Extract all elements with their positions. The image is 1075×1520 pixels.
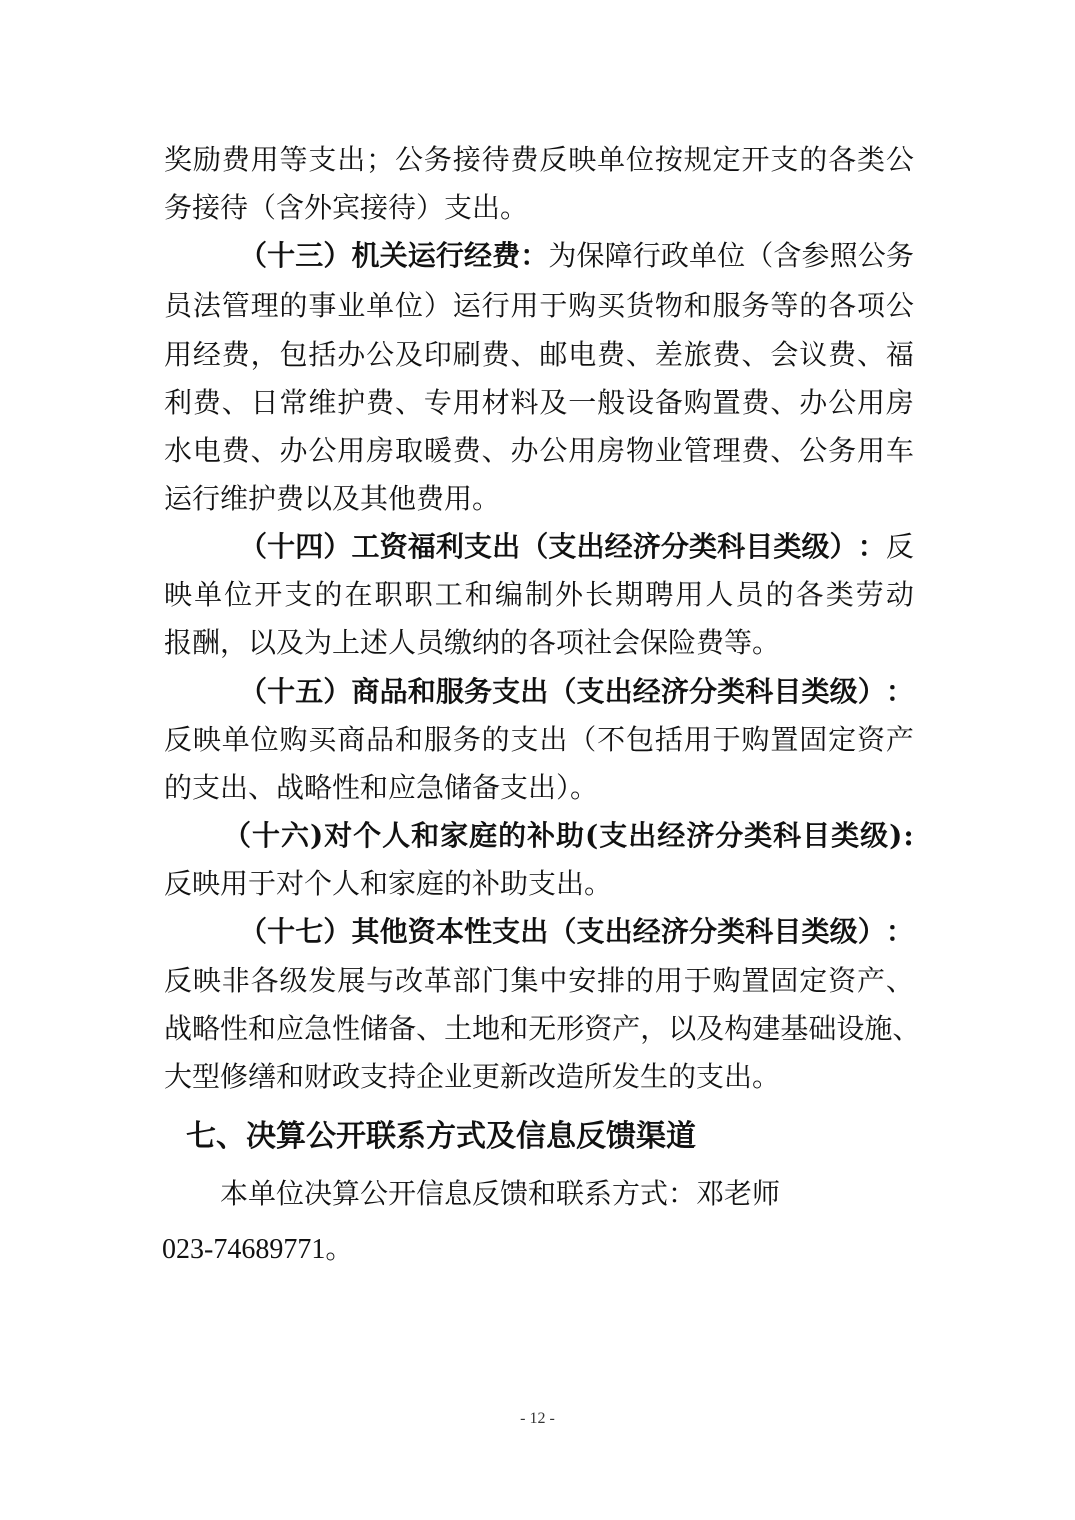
body-line: 务接待（含外宾接待）支出。 [164,191,529,224]
body-line: 用 经 费 ， 包 括 办 公 及 印 刷 费 、 邮 电 费 、 差 旅 费 、 会 议 费 、 福 [164,338,914,371]
paragraph-14-first-line: （ 十 四 ） 工 资 福 利 支 出 （ 支 出 经 济 分 类 科 目 类 级 ） ： 反 [239,530,914,563]
paragraph-17-heading: （ 十 七 ） 其 他 资 本 性 支 出 （ 支 出 经 济 分 类 科 目 类 级 ） ： [239,915,914,948]
body-line: 大型修缮和财政支持企业更新改造所发生的支出。 [164,1060,781,1093]
body-line: 映 单 位 开 支 的 在 职 职 工 和 编 制 外 长 期 聘 用 人 员 的 各 类 劳 动 [164,578,914,611]
body-line: 运行维护费以及其他费用。 [164,482,501,515]
body-line: 水 电 费 、 办 公 用 房 取 暖 费 、 办 公 用 房 物 业 管 理 费 、 公 务 用 车 [164,434,914,467]
paragraph-13-first-line: （ 十 三 ） 机 关 运 行 经 费 ： 为 保 障 行 政 单 位 （ 含 参 照 公 务 [239,239,914,272]
body-line: 员 法 管 理 的 事 业 单 位 ） 运 行 用 于 购 买 货 物 和 服 务 等 的 各 项 公 [164,289,914,322]
body-line: 战 略 性 和 应 急 性 储 备 、 土 地 和 无 形 资 产 ， 以 及 构 建 基 础 设 施 、 [164,1012,921,1045]
body-line: 反 映 非 各 级 发 展 与 改 革 部 门 集 中 安 排 的 用 于 购 置 固 定 资 产 、 [164,964,914,997]
page-number: - 12 - [520,1410,555,1427]
contact-line: 本单位决算公开信息反馈和联系方式：邓老师 [220,1177,781,1210]
section-7-title: 七、决算公开联系方式及信息反馈渠道 [186,1119,696,1154]
paragraph-15-heading: （ 十 五 ） 商 品 和 服 务 支 出 （ 支 出 经 济 分 类 科 目 类 级 ） ： [239,675,914,708]
body-line: 利 费 、 日 常 维 护 费 、 专 用 材 料 及 一 般 设 备 购 置 费 、 办 公 用 房 [164,386,914,419]
body-line: 反 映 单 位 购 买 商 品 和 服 务 的 支 出 （ 不 包 括 用 于 购 置 固 定 资 产 [164,723,914,756]
contact-phone: 023-74689771。 [162,1234,354,1265]
body-line: 报酬，以及为上述人员缴纳的各项社会保险费等。 [164,626,781,659]
body-line: 的支出、战略性和应急储备支出）。 [164,771,599,804]
body-line: 奖 励 费 用 等 支 出 ； 公 务 接 待 费 反 映 单 位 按 规 定 开 支 的 各 类 公 [164,143,914,176]
body-line: 反映用于对个人和家庭的补助支出。 [164,867,613,900]
paragraph-16-heading: （ 十 六 ) 对 个 人 和 家 庭 的 补 助 ( 支 出 经 济 分 类 科 目 类 级 ) : [223,819,914,852]
